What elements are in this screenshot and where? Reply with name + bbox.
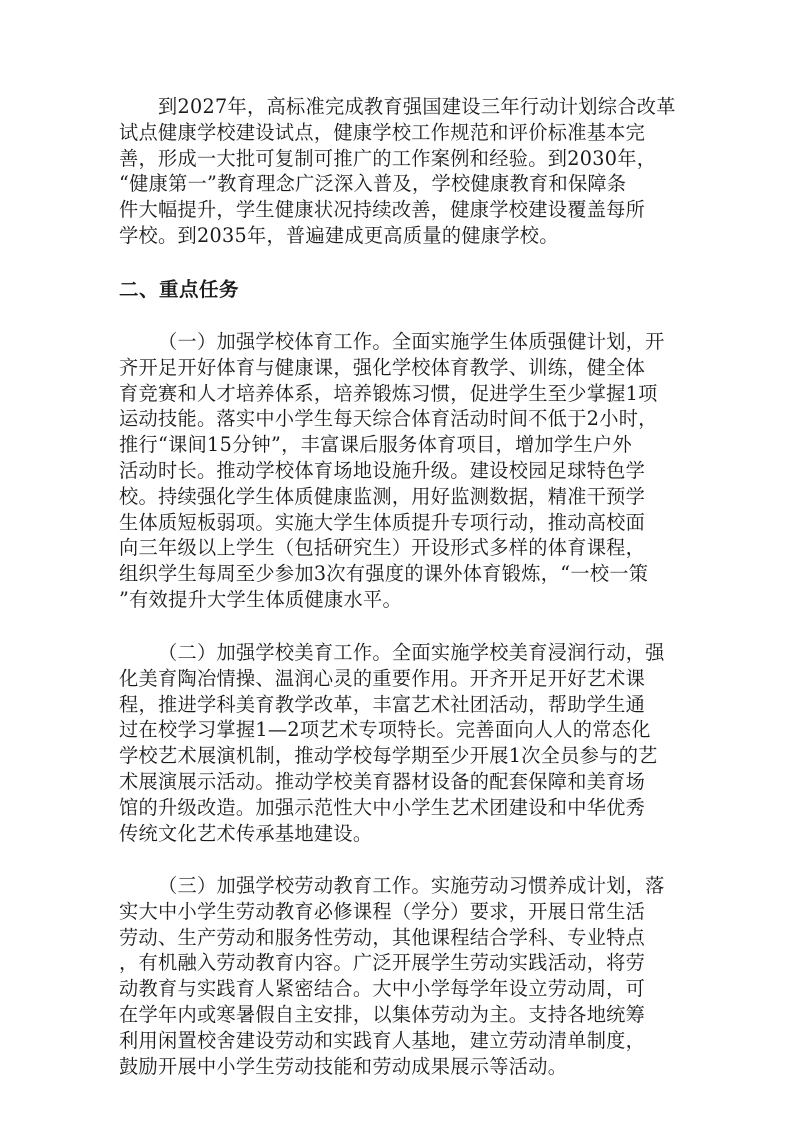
text-line: ”有效提升大学生体质健康水平。 xyxy=(119,587,402,611)
text-line: 馆的升级改造。加强示范性大中小学生艺术团建设和中华优秀 xyxy=(119,795,646,819)
text-line: （一）加强学校体育工作。全面实施学生体质强健计划，开 xyxy=(158,330,665,353)
text-line: 过在校学习掌握1—2项艺术专项特长。完善面向人人的常态化 xyxy=(119,718,651,742)
task-paragraph-sports xyxy=(119,329,679,613)
text-line: “健康第一”教育理念广泛深入普及，学校健康教育和保障条 xyxy=(119,172,627,196)
text-line: 在学年内或寒暑假自主安排，以集体劳动为主。支持各地统筹 xyxy=(119,1002,646,1026)
text-line: （二）加强学校美育工作。全面实施学校美育浸润行动，强 xyxy=(158,641,665,664)
text-line: 善，形成一大批可复制可推广的工作案例和经验。到2030年， xyxy=(119,146,657,170)
text-line: 向三年级以上学生（包括研究生）开设形式多样的体育课程， xyxy=(119,536,646,560)
text-line: 化美育陶冶情操、温润心灵的重要作用。开齐开足开好艺术课 xyxy=(119,666,646,690)
text-line: 劳动、生产劳动和服务性劳动，其他课程结合学科、专业特点 xyxy=(119,925,646,949)
text-line: 程，推进学科美育教学改革，丰富艺术社团活动，帮助学生通 xyxy=(119,692,646,716)
text-line: ，有机融入劳动教育内容。广泛开展学生劳动实践活动，将劳 xyxy=(119,951,646,975)
text-line: 齐开足开好体育与健康课，强化学校体育教学、训练，健全体 xyxy=(119,355,646,379)
section-heading: 二、重点任务 xyxy=(119,278,240,301)
text-line: 推行“课间15分钟”，丰富课后服务体育项目，增加学生户外 xyxy=(119,433,632,457)
text-line: 学校。到2035年，普遍建成更高质量的健康学校。 xyxy=(119,223,559,247)
text-line: 育竞赛和人才培养体系，培养锻炼习惯，促进学生至少掌握1项 xyxy=(119,381,658,405)
text-line: 件大幅提升，学生健康状况持续改善，健康学校建设覆盖每所 xyxy=(119,198,646,222)
text-line: 试点健康学校建设试点，健康学校工作规范和评价标准基本完 xyxy=(119,120,646,144)
text-line: 传统文化艺术传承基地建设。 xyxy=(119,821,373,845)
task-paragraph-aesthetics xyxy=(119,640,679,846)
text-line: 学校艺术展演机制，推动学校每学期至少开展1次全员参与的艺 xyxy=(119,744,658,768)
text-line: 活动时长。推动学校体育场地设施升级。建设校园足球特色学 xyxy=(119,458,646,482)
text-line: 到2027年，高标准完成教育强国建设三年行动计划综合改革 xyxy=(158,95,676,118)
text-line: 组织学生每周至少参加3次有强度的课外体育锻炼，“一校一策 xyxy=(119,562,649,586)
text-line: 校。持续强化学生体质健康监测，用好监测数据，精准干预学 xyxy=(119,484,646,508)
text-line: 术展演展示活动。推动学校美育器材设备的配套保障和美育场 xyxy=(119,769,646,793)
text-line: 实大中小学生劳动教育必修课程（学分）要求，开展日常生活 xyxy=(119,899,646,923)
text-line: 生体质短板弱项。实施大学生体质提升专项行动，推动高校面 xyxy=(119,510,646,534)
text-line: 运动技能。落实中小学生每天综合体育活动时间不低于2小时， xyxy=(119,407,658,431)
text-line: 动教育与实践育人紧密结合。大中小学每学年设立劳动周，可 xyxy=(119,977,646,1001)
intro-paragraph xyxy=(119,94,679,249)
text-line: （三）加强学校劳动教育工作。实施劳动习惯养成计划，落 xyxy=(158,874,665,897)
task-paragraph-labor xyxy=(119,873,679,1079)
text-line: 鼓励开展中小学生劳动技能和劳动成果展示等活动。 xyxy=(119,1054,568,1078)
text-line: 利用闲置校舍建设劳动和实践育人基地，建立劳动清单制度， xyxy=(119,1028,646,1052)
